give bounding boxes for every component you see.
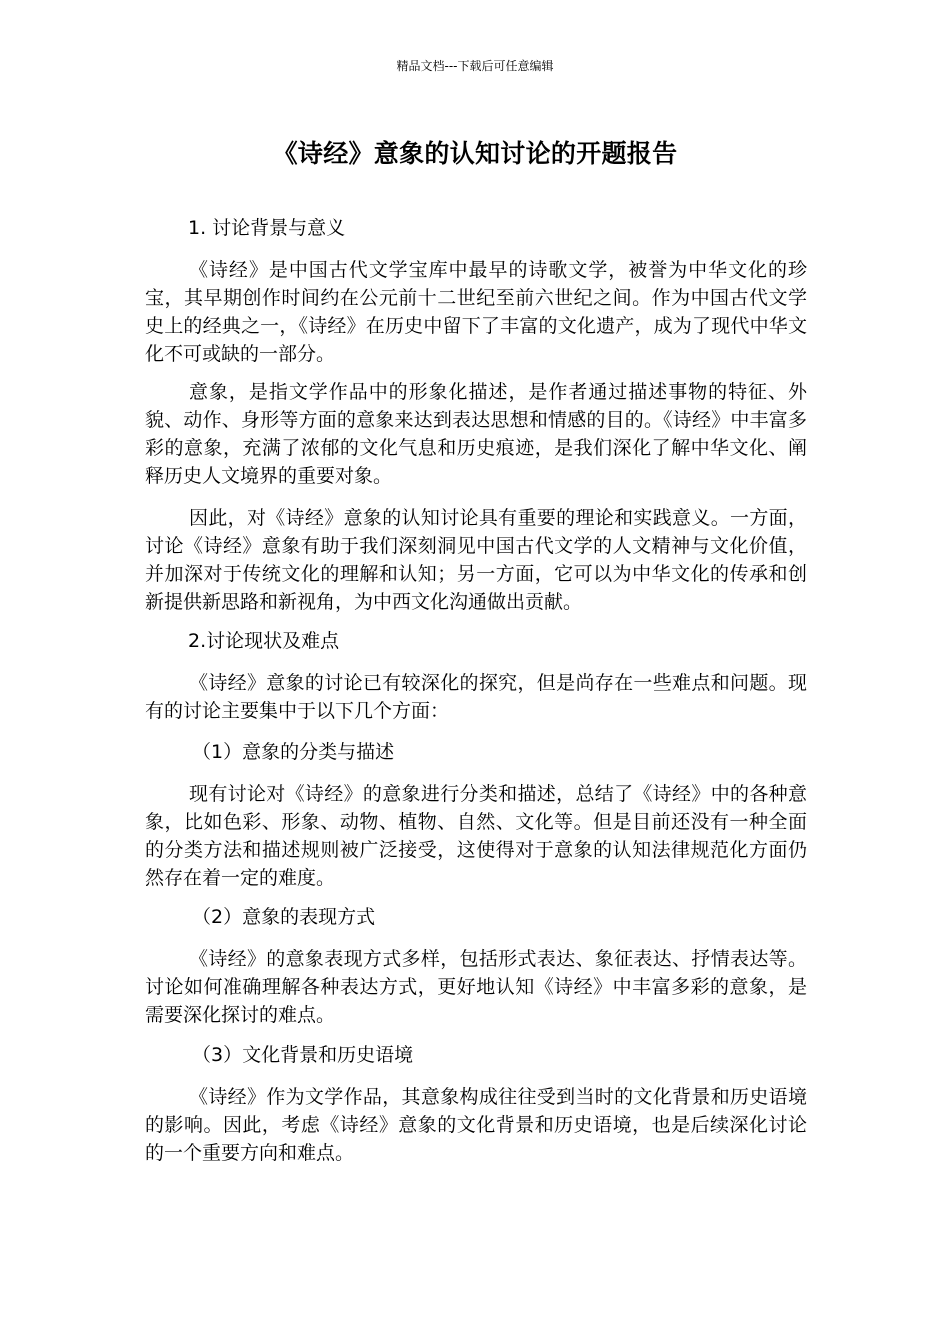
subsection-heading-classification: （1）意象的分类与描述 [192,741,395,763]
paragraph-background-intro: 《诗经》是中国古代文学宝库中最早的诗歌文学，被誉为中华文化的珍宝，其早期创作时间约在公元前十二世纪至前六世纪之间。作为中国古代文学史上的经典之一，《诗经》在历史中留下了丰富的文化遗产，成为了现代中华文化不可或缺的一部分。 [145,259,807,365]
paragraph-imagery-definition: 意象，是指文学作品中的形象化描述，是作者通过描述事物的特征、外貌、动作、身形等方面的意象来达到表达思想和情感的目的。《诗经》中丰富多彩的意象，充满了浓郁的文化气息和历史痕迹，是我们深化了解中华文化、阐释历史人文境界的重要对象。 [145,381,807,487]
section-heading-background: 1. 讨论背景与意义 [188,217,346,239]
paragraph-expression: 《诗经》的意象表现方式多样，包括形式表达、象征表达、抒情表达等。讨论如何准确理解各种表达方式，更好地认知《诗经》中丰富多彩的意象，是需要深化探讨的难点。 [145,948,807,1026]
subsection-heading-context: （3）文化背景和历史语境 [192,1044,414,1066]
paragraph-status-intro: 《诗经》意象的讨论已有较深化的探究，但是尚存在一些难点和问题。现有的讨论主要集中于以下几个方面： [145,672,807,722]
page-header: 精品文档---下载后可任意编辑 [396,59,554,73]
paragraph-classification: 现有讨论对《诗经》的意象进行分类和描述，总结了《诗经》中的各种意象，比如色彩、形象、动物、植物、自然、文化等。但是目前还没有一种全面的分类方法和描述规则被广泛接受，这使得对于意象的认知法律规范化方面仍然存在着一定的难度。 [145,783,807,889]
section-heading-status: 2.讨论现状及难点 [188,630,340,652]
paragraph-context: 《诗经》作为文学作品，其意象构成往往受到当时的文化背景和历史语境的影响。因此，考虑《诗经》意象的文化背景和历史语境，也是后续深化讨论的一个重要方向和难点。 [145,1086,807,1164]
paragraph-significance: 因此，对《诗经》意象的认知讨论具有重要的理论和实践意义。一方面，讨论《诗经》意象有助于我们深刻洞见中国古代文学的人文精神与文化价值，并加深对于传统文化的理解和认知；另一方面，它可以为中华文化的传承和创新提供新思路和新视角，为中西文化沟通做出贡献。 [145,507,807,613]
document-title: 《诗经》意象的认知讨论的开题报告 [272,139,678,168]
subsection-heading-expression: （2）意象的表现方式 [192,906,376,928]
